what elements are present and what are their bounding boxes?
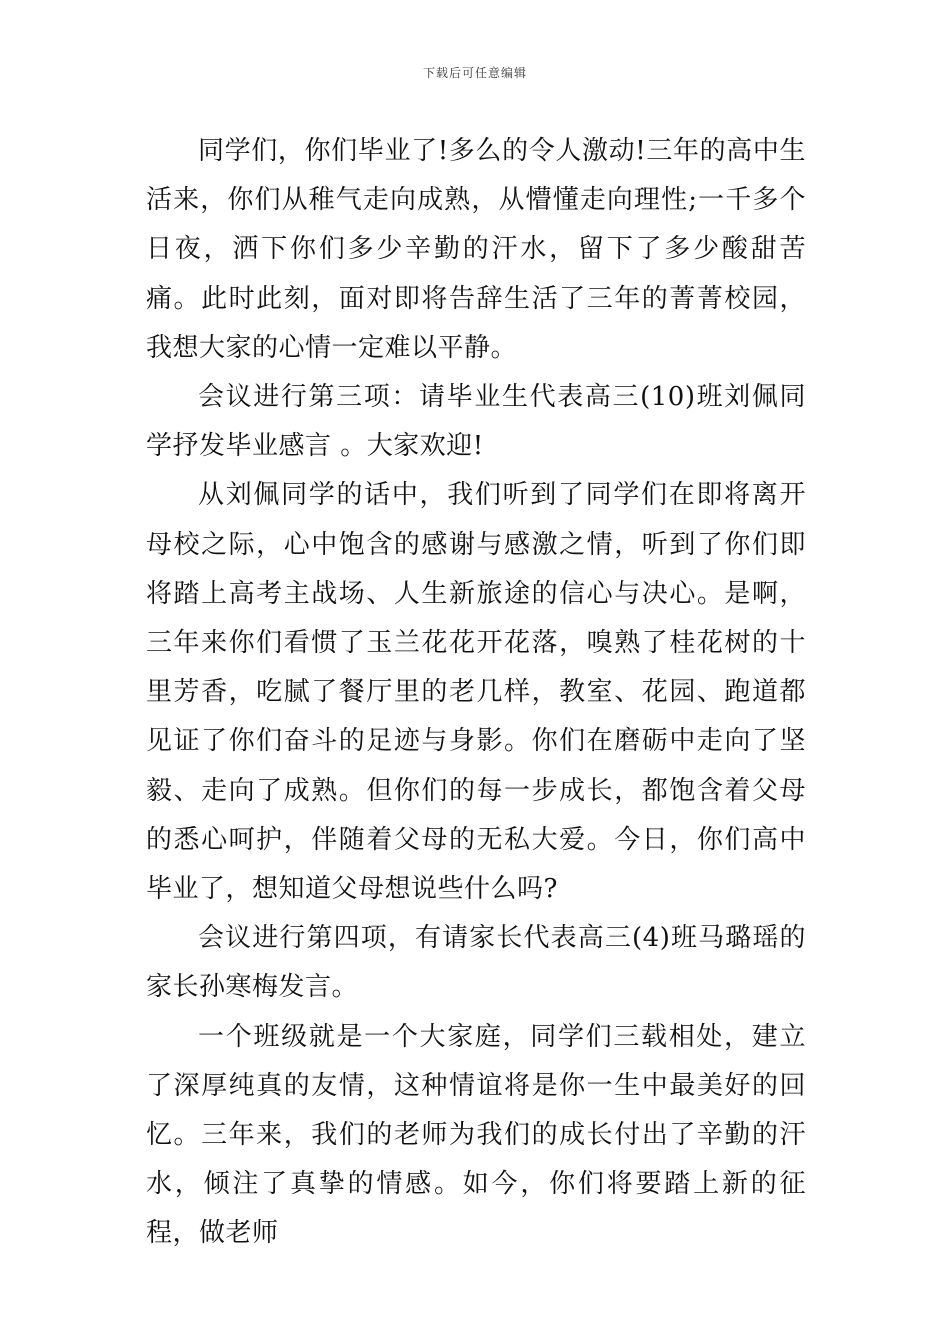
paragraph-agenda-item-three: 会议进行第三项：请毕业生代表高三(10)班刘佩同学抒发毕业感言 。大家欢迎! bbox=[146, 382, 806, 462]
paragraph-agenda-item-four: 会议进行第四项，有请家长代表高三(4)班马璐瑶的家长孙寒梅发言。 bbox=[146, 923, 806, 1003]
paragraph-reflection: 从刘佩同学的话中，我们听到了同学们在即将离开母校之际，心中饱含的感谢与感激之情，听到了你们即将踏上高考主战场、人生新旅途的信心与决心。是啊，三年来你们看惯了玉兰花花开花落，嗅熟了桂花树的十里芳香，吃腻了餐厅里的老几样，教室、花园、跑道都见证了你们奋斗的足迹与身影。你们在磨砺中走向了坚毅、走向了成熟。但你们的每一步成长，都饱含着父母的悉心呵护，伴随着父母的无私大爱。今日，你们高中毕业了，想知道父母想说些什么吗? bbox=[146, 480, 806, 905]
document-body bbox=[146, 127, 806, 1259]
paragraph-class-family: 一个班级就是一个大家庭，同学们三载相处，建立了深厚纯真的友情，这种情谊将是你一生中最美好的回忆。三年来，我们的老师为我们的成长付出了辛勤的汗水，倾注了真挚的情感。如今，你们将要踏上新的征程，做老师 bbox=[146, 1021, 806, 1249]
paragraph-graduation-greeting: 同学们，你们毕业了!多么的令人激动!三年的高中生活来，你们从稚气走向成熟，从懵懂走向理性;一千多个日夜，洒下你们多少辛勤的汗水，留下了多少酸甜苦痛。此时此刻，面对即将告辞生活了三年的菁菁校园，我想大家的心情一定难以平静。 bbox=[146, 136, 806, 363]
page-header: 下载后可任意编辑 bbox=[422, 66, 527, 80]
